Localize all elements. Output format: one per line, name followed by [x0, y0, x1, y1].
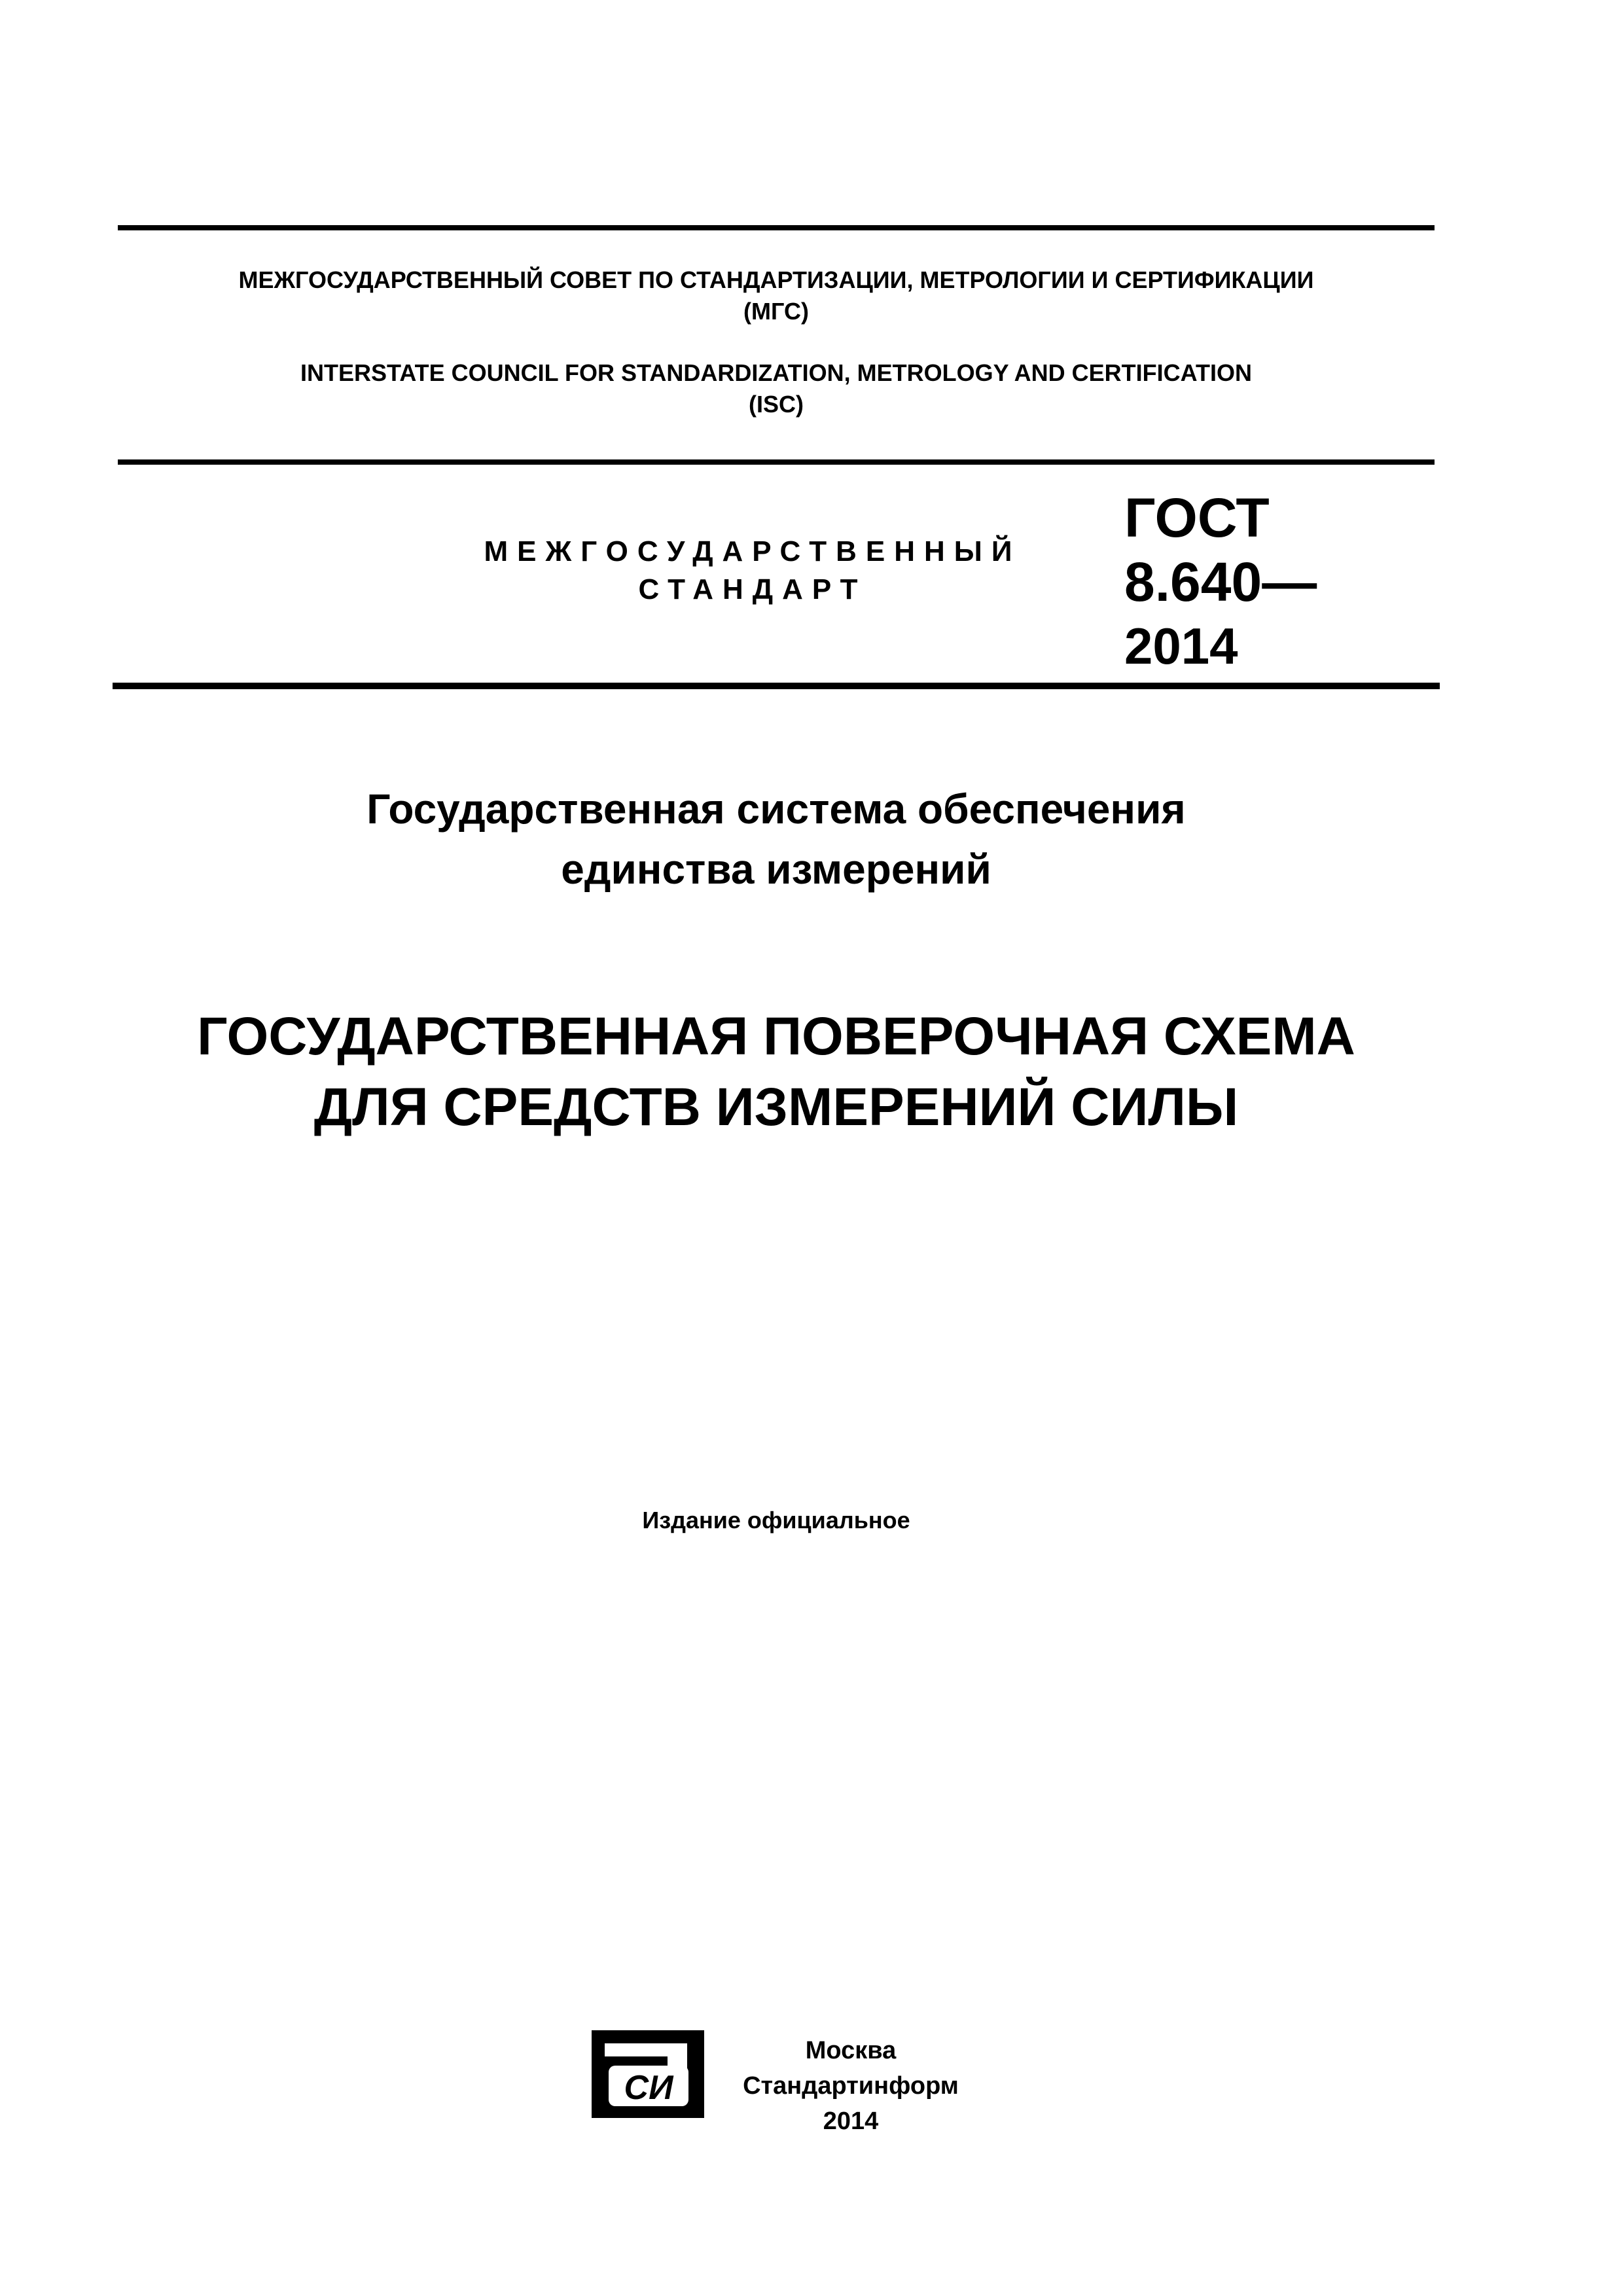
council-en-name: INTERSTATE COUNCIL FOR STANDARDIZATION, METROLOGY AND CERTIFICATION — [300, 359, 1252, 386]
council-en-heading — [118, 357, 1435, 420]
document-title-line-1: ГОСУДАРСТВЕННАЯ ПОВЕРОЧНАЯ СХЕМА — [197, 1007, 1355, 1066]
publisher-city: Москва — [805, 2037, 897, 2064]
publisher-name: Стандартинформ — [743, 2072, 959, 2100]
middle-rule — [118, 459, 1435, 465]
publisher-year: 2014 — [823, 2108, 879, 2135]
edition-label: Издание официальное — [642, 1507, 910, 1534]
top-rule — [118, 225, 1435, 230]
bottom-rule — [113, 683, 1440, 689]
gost-prefix: ГОСТ — [1124, 487, 1270, 548]
gost-year: 2014 — [1124, 617, 1238, 675]
council-ru-abbr: (МГС) — [743, 298, 809, 325]
gost-number: 8.640— — [1124, 551, 1317, 613]
logo-text: СИ — [624, 2069, 673, 2107]
standard-type-label — [432, 533, 1073, 609]
publisher-block — [720, 2033, 982, 2139]
document-title-line-2: ДЛЯ СРЕДСТВ ИЗМЕРЕНИЙ СИЛЫ — [313, 1077, 1239, 1137]
series-title-line-1: Государственная система обеспечения — [366, 785, 1186, 833]
standard-label-line-2: СТАНДАРТ — [638, 573, 867, 605]
council-ru-name: МЕЖГОСУДАРСТВЕННЫЙ СОВЕТ ПО СТАНДАРТИЗАЦИИ, МЕТРОЛОГИИ И СЕРТИФИКАЦИИ — [238, 266, 1314, 293]
council-en-abbr: (ISC) — [749, 391, 804, 418]
standard-label-line-1: МЕЖГОСУДАРСТВЕННЫЙ — [484, 535, 1022, 567]
series-title — [118, 779, 1435, 899]
gost-designation — [1124, 486, 1317, 678]
council-ru-heading — [118, 264, 1435, 327]
document-title — [118, 1001, 1435, 1143]
series-title-line-2: единства измерений — [561, 846, 991, 893]
standartinform-logo-icon — [589, 2028, 707, 2121]
